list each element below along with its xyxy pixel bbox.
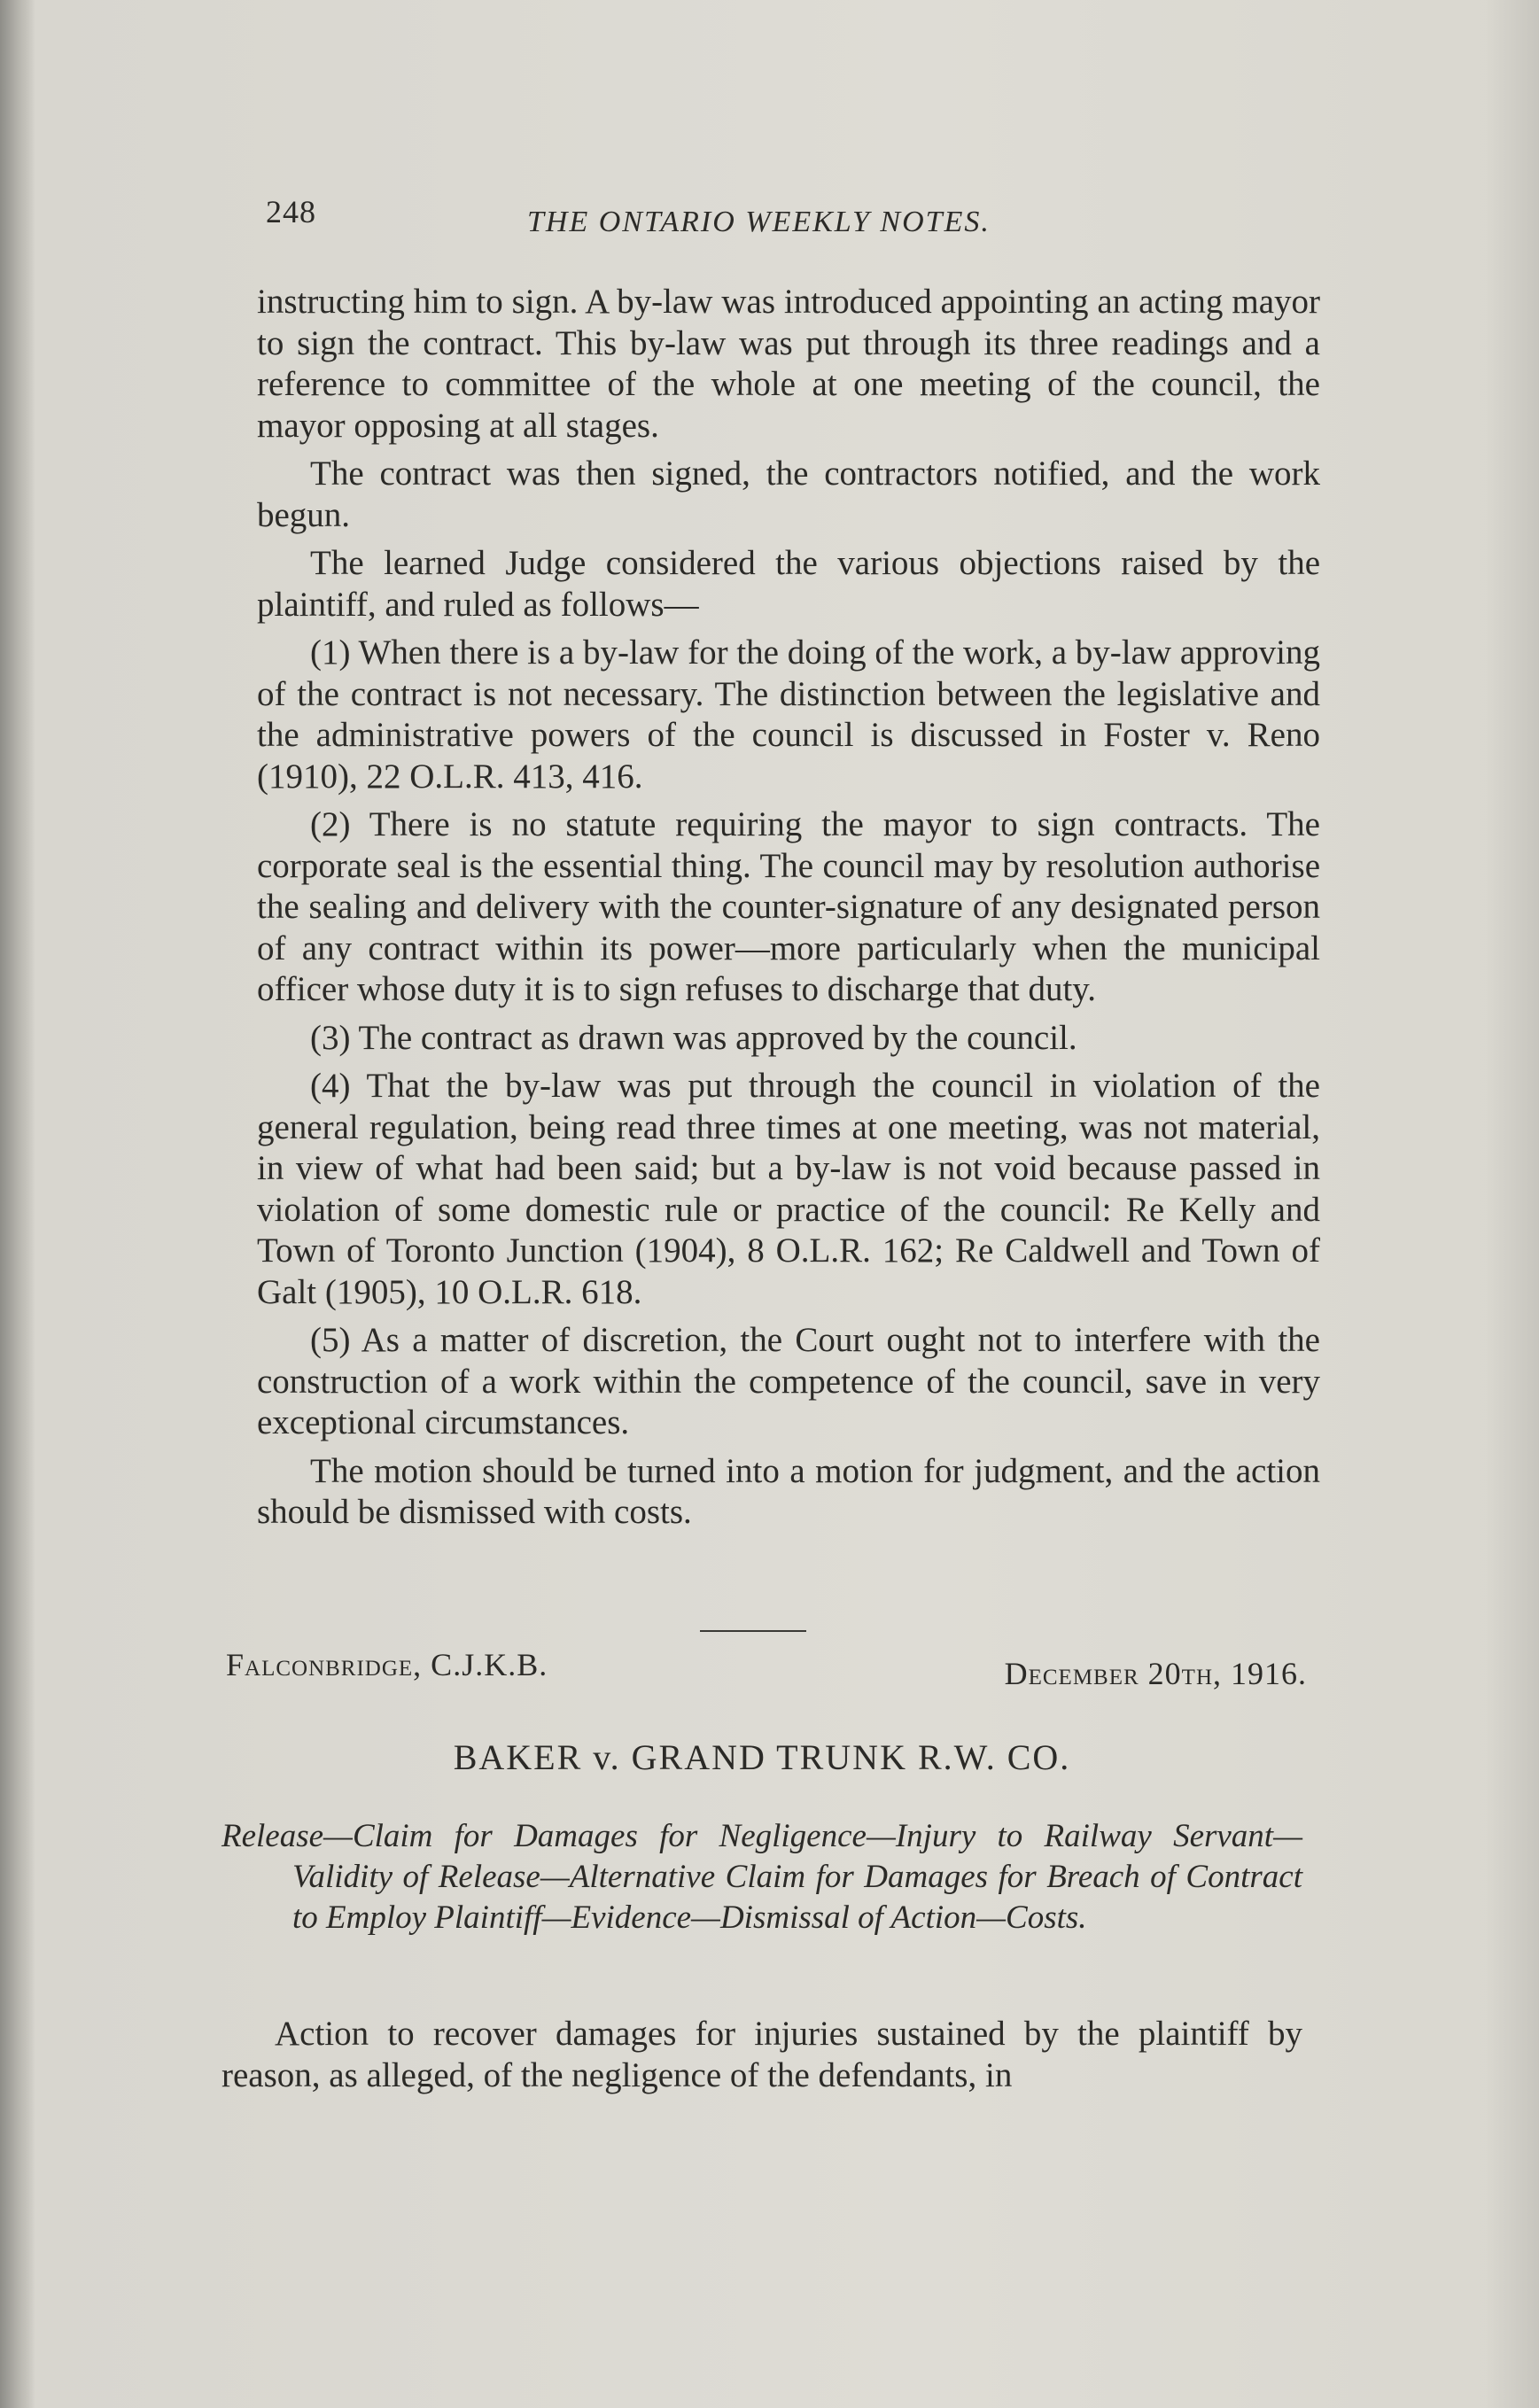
ruling-1: (1) When there is a by-law for the doing of the work, a by-law approving of the contract is not necessary. The distinction between the legislative and the administrative powers of the council is discussed in Foster v. Reno (1910), 22 O.L.R. 413, 416. — [257, 633, 1320, 796]
case-caption-line — [226, 1646, 1307, 1699]
section-divider — [700, 1630, 806, 1632]
judge-name: Falconbridge, C.J.K.B. — [226, 1647, 548, 1682]
ruling-3: (3) The contract as drawn was approved by the council. — [310, 1018, 1077, 1057]
binding-shadow — [0, 0, 35, 2408]
paragraph-conclusion: The motion should be turned into a motion for judgment, and the action should be dismissed with costs. — [257, 1451, 1320, 1531]
body-text — [257, 282, 1320, 1541]
paragraph-contract-signed: The contract was then signed, the contractors notified, and the work begun. — [257, 454, 1320, 534]
ruling-5: (5) As a matter of discretion, the Court ought not to interfere with the construction of a work within the competence of the council, save in very exceptional circumstances. — [257, 1321, 1320, 1441]
page-header — [266, 193, 1329, 246]
decision-date: December 20th, 1916. — [1004, 1656, 1307, 1691]
case-headnote: Release—Claim for Damages for Negligence—Injury to Railway Servant—Validity of Release—Alternative Claim for Damages for Breach of Contract to Employ Plaintiff—Evidence—Dismissal of Action—Costs. — [222, 1818, 1302, 1936]
case-title: BAKER v. GRAND TRUNK R.W. CO. — [453, 1737, 1071, 1777]
running-head: THE ONTARIO WEEKLY NOTES. — [527, 206, 991, 238]
paragraph-continuation: instructing him to sign. A by-law was introduced appointing an acting mayor to sign the contract. This by-law was put through its three readings and a reference to committee of the whole at one meeting of the council, the mayor opposing at all stages. — [257, 283, 1320, 445]
paragraph-objections: The learned Judge considered the various objections raised by the plaintiff, and ruled as follows— — [257, 544, 1320, 624]
ruling-4: (4) That the by-law was put through the council in violation of the general regulation, being read three times at one meeting, was not material, in view of what had been said; but a by-law is not void because passed in violation of some domestic rule or practice of the council: Re Kelly and Town of Toronto Junction (1904), 8 O.L.R. 162; Re Caldwell and Town of Galt (1905), 10 O.L.R. 618. — [257, 1067, 1320, 1311]
page-edge-shadow — [1486, 0, 1539, 2408]
ruling-2: (2) There is no statute requiring the mayor to sign contracts. The corporate seal is the essential thing. The council may by resolution authorise the sealing and delivery with the counter-signature of any designated person of any contract within its power—more particularly when the municipal officer whose duty it is to sign refuses to discharge that duty. — [257, 805, 1320, 1008]
case-opening-text: Action to recover damages for injuries sustained by the plaintiff by reason, as alleged, of the negligence of the defendants, in — [222, 2015, 1302, 2094]
page-number: 248 — [266, 194, 316, 229]
